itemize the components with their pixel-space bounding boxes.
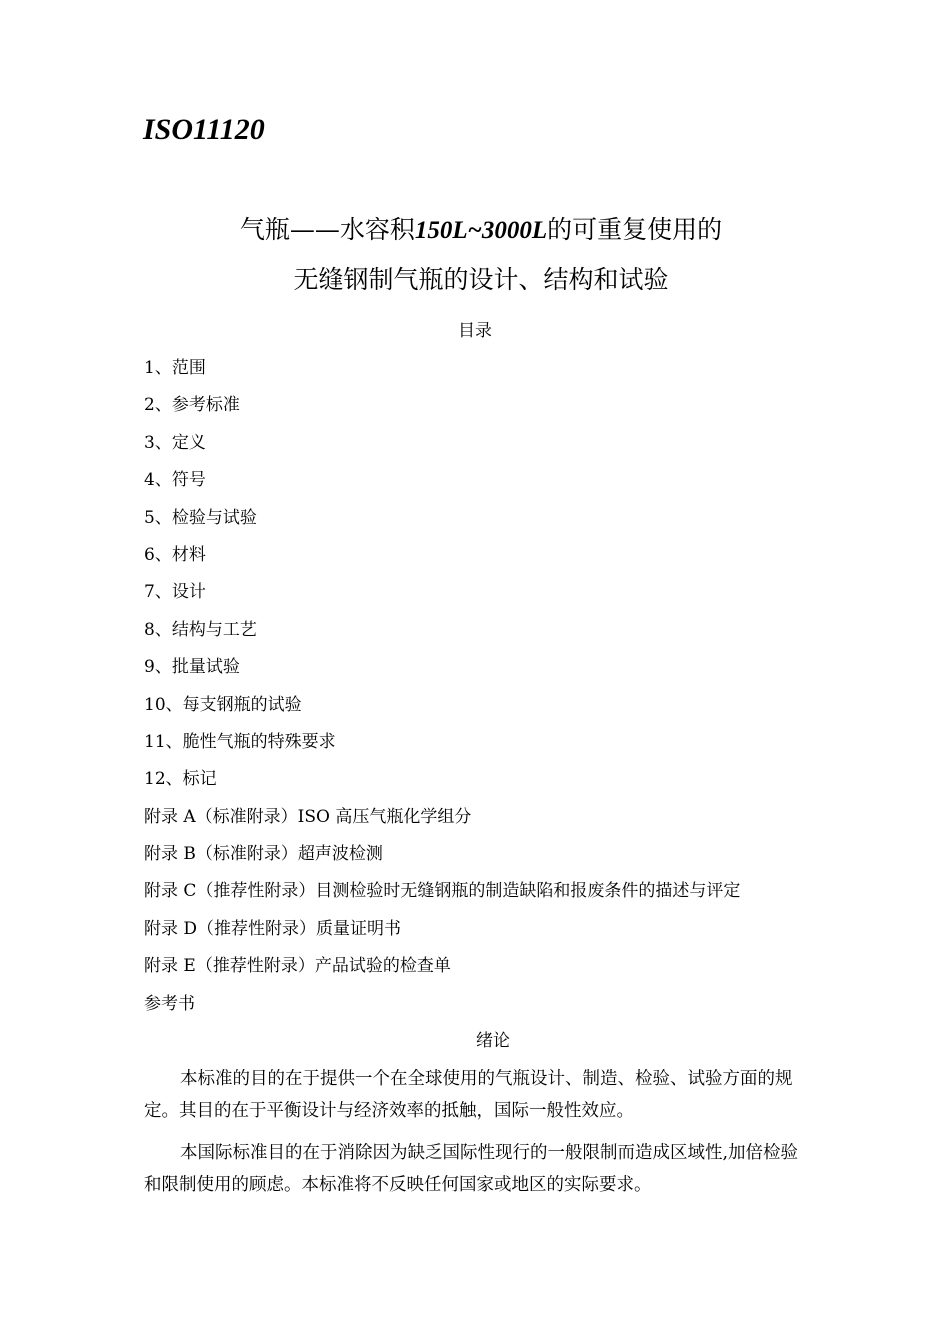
toc-item: 7、设计: [144, 582, 206, 603]
toc-item: 参考书: [144, 993, 195, 1014]
document-title-line-2: 无缝钢制气瓶的设计、结构和试验: [293, 265, 669, 294]
toc-item: 11、脆性气瓶的特殊要求: [144, 731, 336, 752]
toc-item: 3、定义: [144, 432, 206, 453]
introduction-paragraph: 本国际标准目的在于消除因为缺乏国际性现行的一般限制而造成区域性,加倍检验和限制使用的顾虑。本标准将不反映任何国家或地区的实际要求。: [144, 1143, 799, 1195]
toc-item: 附录 D（推荐性附录）质量证明书: [144, 918, 402, 939]
title-text-part-3: 的可重复使用的: [547, 215, 723, 244]
toc-item: 附录 E（推荐性附录）产品试验的检查单: [144, 956, 451, 977]
toc-item: 2、参考标准: [144, 395, 240, 416]
toc-item: 12、标记: [144, 769, 217, 790]
document-title-line-1: [6, 214, 950, 247]
title-text-part-2: 150L~3000L: [414, 217, 548, 244]
toc-item: 8、结构与工艺: [144, 619, 257, 640]
toc-item: 9、批量试验: [144, 657, 240, 678]
toc-item: 4、符号: [144, 470, 206, 491]
table-of-contents: [144, 355, 740, 1028]
toc-item: 附录 C（推荐性附录）目测检验时无缝钢瓶的制造缺陷和报废条件的描述与评定: [144, 881, 741, 902]
toc-item: 5、检验与试验: [144, 507, 257, 528]
toc-heading: 目录: [458, 321, 492, 341]
introduction-paragraph: 本标准的目的在于提供一个在全球使用的气瓶设计、制造、检验、试验方面的规定。其目的在于平衡设计与经济效率的抵触，国际一般性效应。: [144, 1069, 793, 1121]
toc-item: 附录 A（标准附录）ISO 高压气瓶化学组分: [144, 806, 472, 827]
title-text-part-1: 气瓶——水容积: [239, 215, 415, 244]
toc-item: 6、材料: [144, 544, 206, 565]
document-id: ISO11120: [143, 113, 265, 146]
toc-item: 1、范围: [144, 358, 206, 378]
toc-item: 10、每支钢瓶的试验: [144, 694, 302, 715]
introduction-heading: 绪论: [476, 1031, 510, 1051]
toc-item: 附录 B（标准附录）超声波检测: [144, 844, 383, 865]
